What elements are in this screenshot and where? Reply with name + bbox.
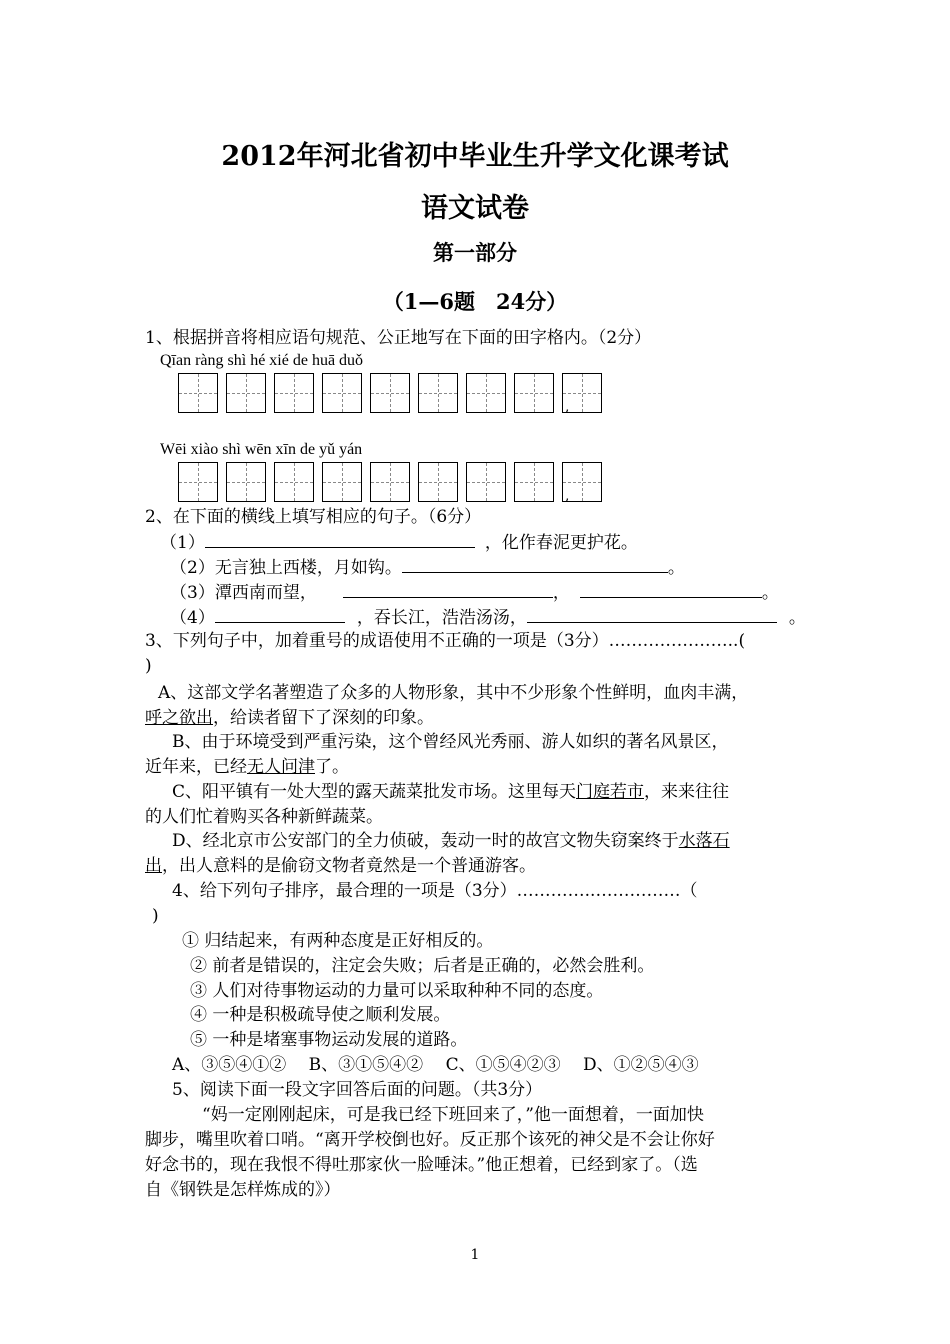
q2-l4-end: 。 bbox=[788, 608, 806, 628]
q2-l1-tail: ，化作春泥更护花。 bbox=[484, 533, 638, 553]
grid-cell[interactable] bbox=[418, 462, 458, 502]
q2-line-4 bbox=[170, 606, 806, 629]
q4-sentence-3: ③ 人们对待事物运动的力量可以采取种种不同的态度。 bbox=[190, 981, 604, 1001]
q3-paren: ) bbox=[145, 656, 152, 676]
q5-passage-4: 自《钢铁是怎样炼成的》） bbox=[145, 1180, 341, 1200]
q2-l3-head: （3）潭西南而望， bbox=[170, 583, 317, 603]
grid-cell[interactable] bbox=[226, 462, 266, 502]
q3-option-a-1: A、这部文学名著塑造了众多的人物形象，其中不少形象个性鲜明，血肉丰满， bbox=[158, 683, 749, 703]
exam-subtitle: 语文试卷 bbox=[421, 193, 529, 224]
q4-stem: 4、给下列句子排序，最合理的一项是（3分）…………..……………（ bbox=[172, 881, 698, 901]
grid-cell[interactable] bbox=[322, 373, 362, 413]
q4-sentence-4: ④ 一种是积极疏导使之顺利发展。 bbox=[190, 1005, 451, 1025]
grid-cell[interactable] bbox=[514, 373, 554, 413]
q1-pinyin-1: Qīan ràng shì hé xié de huā duǒ bbox=[160, 352, 364, 369]
answer-blank[interactable] bbox=[402, 556, 668, 573]
grid-cell[interactable] bbox=[466, 373, 506, 413]
q2-l2-end: 。 bbox=[667, 558, 685, 578]
grid-cell[interactable] bbox=[562, 373, 602, 413]
answer-blank[interactable] bbox=[215, 606, 345, 623]
idiom-underlined: 出 bbox=[145, 856, 162, 876]
grid-cell[interactable] bbox=[370, 373, 410, 413]
q2-l2-text: （2）无言独上西楼，月如钩。 bbox=[170, 558, 402, 578]
grid-cell[interactable] bbox=[178, 373, 218, 413]
q5-stem: 5、阅读下面一段文字回答后面的问题。（共3分） bbox=[172, 1080, 543, 1100]
q5-passage-2: 脚步，嘴里吹着口哨。“离开学校倒也好。反正那个该死的神父是不会让你好 bbox=[145, 1130, 715, 1150]
q3-option-d-1: D、经北京市公安部门的全力侦破，轰动一时的故宫文物失窃案终于水落石 bbox=[172, 831, 730, 851]
answer-blank[interactable] bbox=[580, 581, 762, 598]
q4-options: A、③⑤④①② B、③①⑤④② C、①⑤④②③ D、①②⑤④③ bbox=[172, 1055, 699, 1075]
q5-passage-1: “妈一定刚刚起床，可是我已经下班回来了，”他一面想着，一面加快 bbox=[202, 1105, 704, 1125]
q3-option-c-2: 的人们忙着购买各种新鲜蔬菜。 bbox=[145, 807, 383, 827]
grid-cell[interactable] bbox=[466, 462, 506, 502]
grid-comma: , bbox=[565, 488, 570, 504]
grid-cell[interactable] bbox=[274, 373, 314, 413]
q2-l4-mid: ，吞长江，浩浩汤汤， bbox=[356, 608, 527, 628]
idiom-underlined: 水落石 bbox=[678, 831, 730, 851]
part-heading: 第一部分 bbox=[433, 240, 517, 265]
answer-blank[interactable] bbox=[527, 606, 777, 623]
grid-cell[interactable] bbox=[322, 462, 362, 502]
part-range: （1—6题 24分） bbox=[382, 289, 568, 314]
q2-line-3 bbox=[170, 581, 779, 604]
q3-option-b-1: B、由于环境受到严重污染，这个曾经风光秀丽、游人如织的著名风景区， bbox=[172, 732, 729, 752]
q2-l3-mid: ， bbox=[552, 583, 570, 603]
grid-cell[interactable] bbox=[562, 462, 602, 502]
grid-comma: , bbox=[565, 399, 570, 415]
q4-paren: ) bbox=[152, 906, 159, 926]
q1-pinyin-2: Wēi xiào shì wēn xīn de yǔ yán bbox=[160, 441, 363, 458]
q1-stem: 1、根据拼音将相应语句规范、公正地写在下面的田字格内。（2分） bbox=[145, 328, 652, 348]
q2-l3-end: 。 bbox=[761, 583, 779, 603]
q4-sentence-2: ② 前者是错误的，注定会失败；后者是正确的，必然会胜利。 bbox=[190, 956, 655, 976]
q1-grid-1 bbox=[178, 373, 610, 413]
q2-line-2 bbox=[170, 556, 685, 579]
grid-cell[interactable] bbox=[274, 462, 314, 502]
q4-sentence-5: ⑤ 一种是堵塞事物运动发展的道路。 bbox=[190, 1030, 468, 1050]
q2-num-1: （1） bbox=[160, 533, 205, 553]
answer-blank[interactable] bbox=[205, 531, 475, 548]
grid-cell[interactable] bbox=[514, 462, 554, 502]
q4-sentence-1: ① 归结起来，有两种态度是正好相反的。 bbox=[182, 931, 494, 951]
grid-cell[interactable] bbox=[226, 373, 266, 413]
q3-option-d-2: 出，出人意料的是偷窃文物者竟然是一个普通游客。 bbox=[145, 856, 536, 876]
q2-line-1 bbox=[160, 531, 638, 554]
q2-num-4: （4） bbox=[170, 608, 215, 628]
exam-title: 2012年河北省初中毕业生升学文化课考试 bbox=[221, 141, 729, 172]
grid-cell[interactable] bbox=[370, 462, 410, 502]
q5-passage-3: 好念书的，现在我恨不得吐那家伙一脸唾沫。”他正想着，已经到家了。（选 bbox=[145, 1155, 698, 1175]
q3-option-c-1: C、阳平镇有一处大型的露天蔬菜批发市场。这里每天门庭若市，来来往往 bbox=[172, 782, 730, 802]
grid-cell[interactable] bbox=[178, 462, 218, 502]
q3-stem: 3、下列句子中，加着重号的成语使用不正确的一项是（3分）…………………..( bbox=[145, 631, 746, 651]
q2-stem: 2、在下面的横线上填写相应的句子。（6分） bbox=[145, 507, 482, 527]
idiom-underlined: 门庭若市 bbox=[576, 782, 645, 802]
page-number: 1 bbox=[470, 1247, 480, 1263]
idiom-underlined: 无人问津 bbox=[247, 757, 315, 777]
q1-grid-2 bbox=[178, 462, 610, 502]
answer-blank[interactable] bbox=[343, 581, 553, 598]
q3-option-b-2: 近年来，已经无人问津了。 bbox=[145, 757, 349, 777]
q3-option-a-2: 呼之欲出，给读者留下了深刻的印象。 bbox=[145, 708, 434, 728]
grid-cell[interactable] bbox=[418, 373, 458, 413]
idiom-underlined: 呼之欲出 bbox=[145, 708, 213, 728]
